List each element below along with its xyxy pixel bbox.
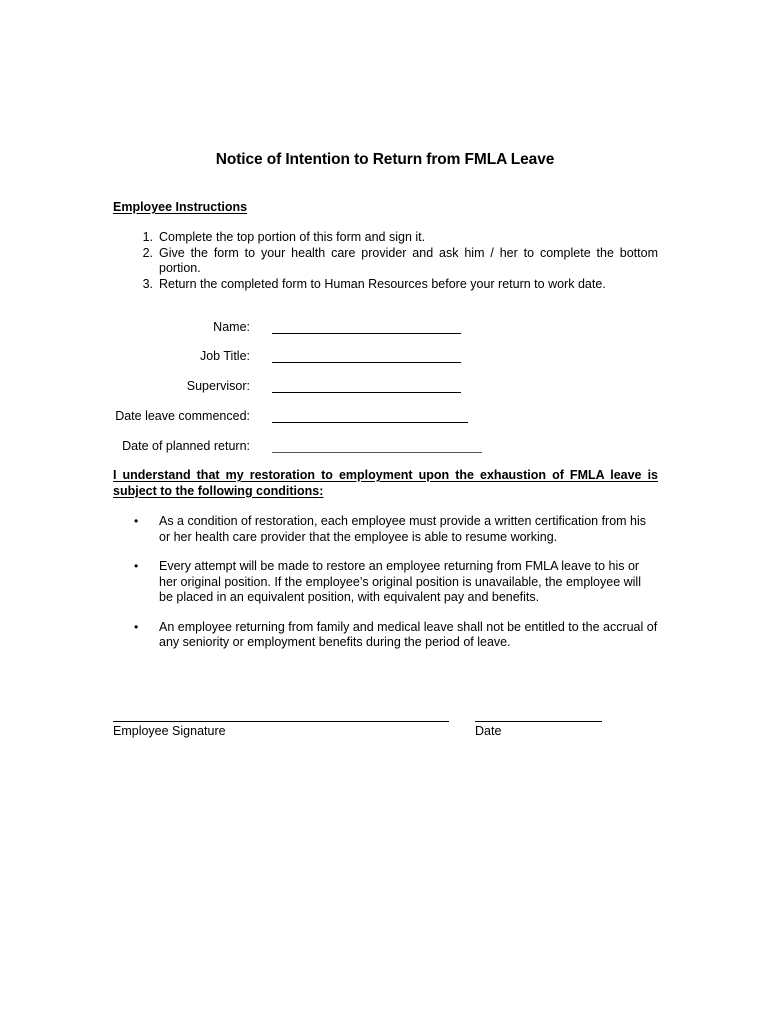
date-planned-return-label: Date of planned return: [122,439,250,453]
condition-item [113,559,658,606]
instructions-heading: Employee Instructions [113,200,248,214]
job-title-field[interactable] [272,362,461,363]
conditions-heading-colon: : [319,483,324,498]
conditions-heading-text: I understand that my restoration to employment upon the exhaustion of FMLA leave is subject to the following conditions [113,468,658,498]
job-title-label: Job Title: [199,349,250,363]
employee-signature-label: Employee Signature [113,724,226,738]
supervisor-label: Supervisor: [186,379,250,393]
instruction-number: 2. [142,245,153,260]
job-title-field-row [113,349,493,367]
name-field[interactable] [272,333,461,334]
instruction-text: Give the form to your health care provider and ask him / her to complete the bottom portion. [159,245,658,275]
name-label: Name: [213,320,250,334]
instruction-number: 1. [142,230,153,244]
document-title: Notice of Intention to Return from FMLA Leave [215,151,555,168]
bullet-icon: • [134,619,139,634]
condition-text: Every attempt will be made to restore an employee returning from FMLA leave to his or her original position. If the employee’s original position is unavailable, the employee will be placed in an equivalent position, with equivalent pay and benefits. [159,559,641,604]
instruction-item [113,230,658,246]
signature-date-label: Date [475,724,502,738]
supervisor-field-row [113,379,493,397]
employee-signature-field[interactable] [113,721,449,722]
conditions-heading [113,468,658,499]
date-planned-return-field[interactable] [272,452,482,453]
instruction-text: Complete the top portion of this form and sign it. [159,230,426,244]
instruction-number: 3. [142,276,153,291]
condition-text: As a condition of restoration, each employee must provide a written certification from his or her health care provider that the employee is able to resume working. [159,514,647,544]
date-leave-commenced-label: Date leave commenced: [115,409,250,423]
instructions-list [113,230,658,292]
condition-text: An employee returning from family and medical leave shall not be entitled to the accrual of any seniority or employment benefits during the period of leave. [159,619,658,649]
signature-date-field[interactable] [475,721,602,722]
date-leave-commenced-field[interactable] [272,422,468,423]
supervisor-field[interactable] [272,392,461,393]
date-leave-commenced-field-row [113,409,493,427]
instruction-item [113,277,658,293]
conditions-list [113,514,658,665]
instruction-text: Return the completed form to Human Resources before your return to work date. [159,276,606,291]
bullet-icon: • [134,559,139,573]
condition-item [113,514,658,545]
date-planned-return-field-row [113,439,493,457]
instruction-item [113,246,658,277]
condition-item [113,620,658,651]
name-field-row [113,320,493,338]
bullet-icon: • [134,514,139,528]
